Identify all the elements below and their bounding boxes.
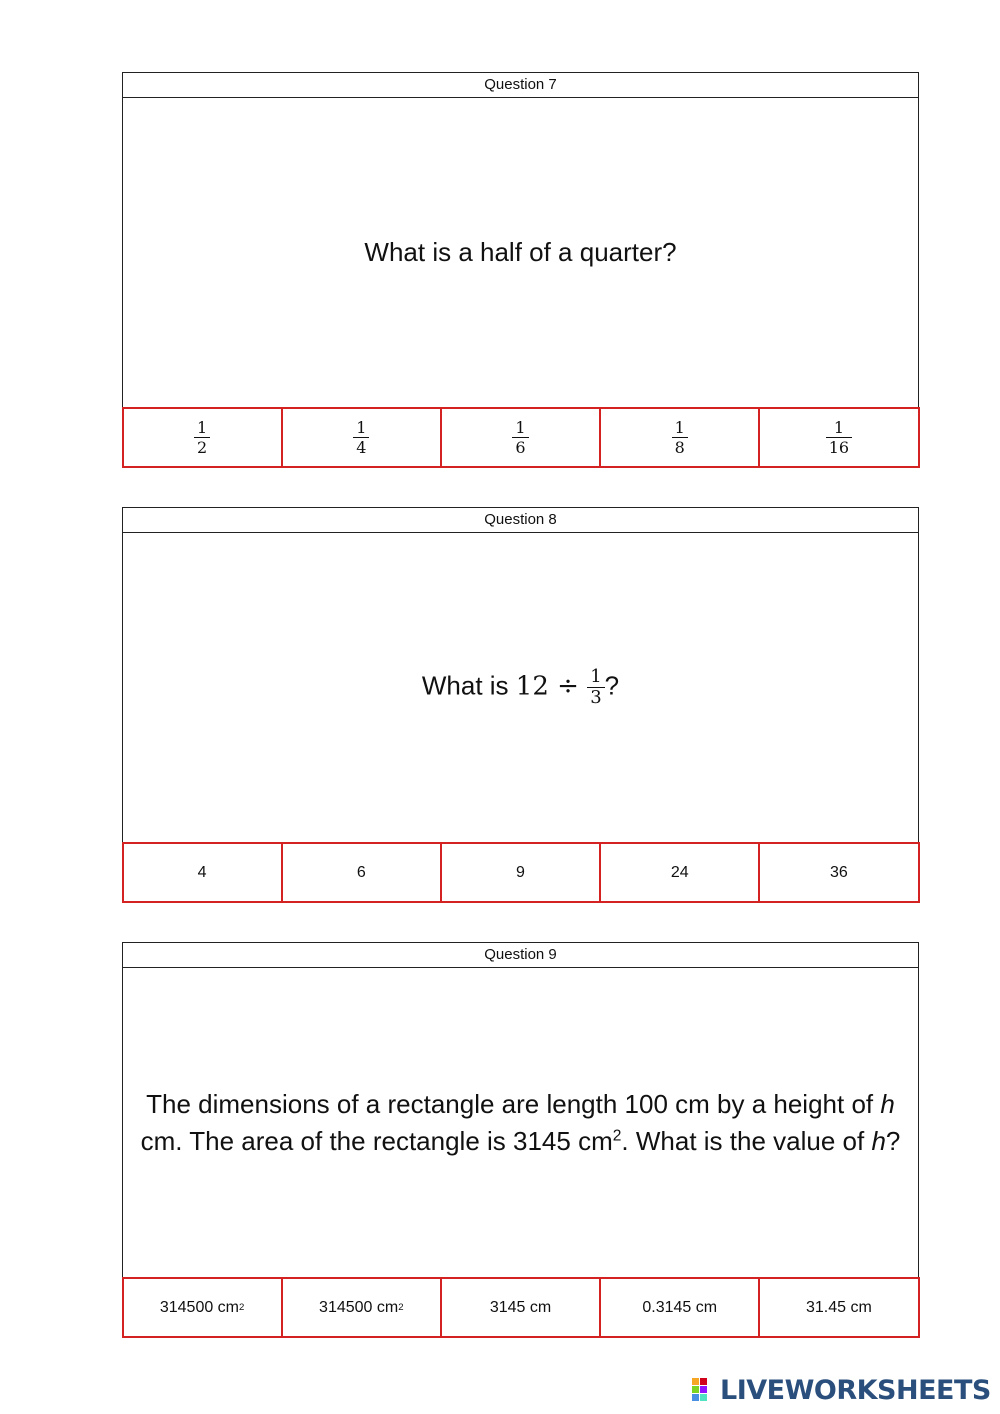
answer-option-4[interactable] (601, 409, 760, 466)
answer-row (122, 842, 920, 903)
question-prompt: The dimensions of a rectangle are length 100 cm by a height of h cm. The area of the rectangle is 3145 $cm^2$. What is the value of h? (140, 1088, 901, 1156)
question-card-9 (122, 942, 919, 1338)
answer-option-3[interactable]: 3145 cm (442, 1279, 601, 1336)
answer-row (122, 1277, 920, 1338)
question-text (123, 98, 918, 407)
fraction: $\frac{1}{3}$ (587, 667, 604, 708)
answer-option-4[interactable]: 24 (601, 844, 760, 901)
fraction: $\frac{1}{6}$ (512, 418, 528, 457)
answer-option-2[interactable] (283, 409, 442, 466)
question-text (123, 968, 918, 1277)
question-card-7 (122, 72, 919, 468)
question-prompt: What is 12 ÷ $\frac{1}{3}$ ? (421, 666, 620, 708)
answer-option-5[interactable] (760, 409, 917, 466)
answer-row (122, 407, 920, 468)
fraction: $\frac{1}{2}$ (194, 418, 210, 457)
answer-option-5[interactable]: 36 (830, 863, 848, 881)
fraction: $\frac{1}{16}$ (826, 418, 852, 457)
fraction: $\frac{1}{8}$ (672, 418, 688, 457)
question-header: Question 7 (123, 73, 918, 98)
answer-option-2[interactable]: 314500 cm 2 (283, 1279, 442, 1336)
answer-option-4[interactable]: 0.3145 cm (601, 1279, 760, 1336)
question-prompt: What is a half of a quarter? (364, 237, 677, 267)
answer-option-1[interactable]: 314500 cm 2 (124, 1279, 283, 1336)
answer-option-2[interactable]: 6 (283, 844, 442, 901)
answer-option-1[interactable] (124, 409, 283, 466)
answer-option-3[interactable]: 9 (442, 844, 601, 901)
answer-option-1[interactable]: 4 (124, 844, 283, 901)
answer-option-3[interactable] (442, 409, 601, 466)
liveworksheets-logo-icon (692, 1378, 716, 1402)
question-card-8 (122, 507, 919, 903)
brand-name: LIVEWORKSHEETS (720, 1374, 991, 1406)
liveworksheets-logo (692, 1374, 992, 1406)
question-header: Question 8 (123, 508, 918, 533)
question-header: Question 9 (123, 943, 918, 968)
fraction: $\frac{1}{4}$ (353, 418, 369, 457)
question-text (123, 533, 918, 842)
answer-option-5[interactable]: 31.45 cm (806, 1298, 872, 1316)
